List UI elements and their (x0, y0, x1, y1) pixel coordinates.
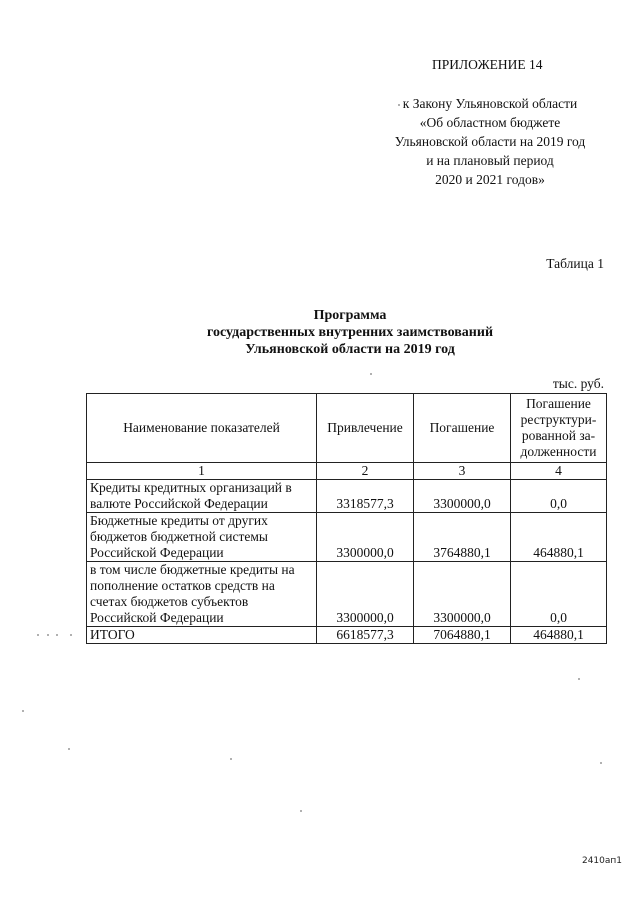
row-restructured: 0,0 (511, 562, 607, 627)
header-restructured-repayment: Погашение реструктури-рованной за-долженности (511, 394, 607, 463)
column-number: 4 (511, 463, 607, 480)
table-header-row (87, 394, 607, 463)
table-row (87, 562, 607, 627)
column-number: 2 (317, 463, 414, 480)
law-reference-line: 2020 и 2021 годов» (435, 172, 545, 187)
scan-speck (578, 678, 580, 680)
law-reference-line: «Об областном бюджете (419, 115, 561, 130)
row-repayment: 3300000,0 (414, 480, 511, 513)
row-restructured: 464880,1 (511, 513, 607, 562)
scan-speck (70, 634, 72, 636)
law-reference-line: и на плановый период (426, 153, 554, 168)
total-repayment: 7064880,1 (414, 627, 511, 644)
footer-document-code: 2410ап1 (581, 856, 622, 866)
document-heading (150, 307, 550, 358)
table-number-label: Таблица 1 (546, 256, 604, 271)
row-repayment: 3764880,1 (414, 513, 511, 562)
header-borrowing: Привлечение (317, 394, 414, 463)
row-borrowing: 3300000,0 (317, 513, 414, 562)
table-row (87, 513, 607, 562)
column-number: 1 (87, 463, 317, 480)
column-number-row (87, 463, 607, 480)
scan-speck (68, 748, 70, 750)
total-borrowing: 6618577,3 (317, 627, 414, 644)
borrowings-table (86, 393, 607, 644)
row-borrowing: 3300000,0 (317, 562, 414, 627)
column-number: 3 (414, 463, 511, 480)
scan-speck (370, 373, 372, 375)
heading-line: Программа (313, 308, 387, 323)
row-name: в том числе бюджетные кредиты на пополнение остатков средств на счетах бюджетов субъектов Российской Федерации (87, 562, 317, 627)
scan-speck (300, 810, 302, 812)
law-reference-line: к Закону Ульяновской области (402, 96, 578, 111)
row-name: Бюджетные кредиты от других бюджетов бюджетной системы Российской Федерации (87, 513, 317, 562)
scan-speck (37, 634, 39, 636)
header-repayment: Погашение (414, 394, 511, 463)
law-reference-line: Ульяновской области на 2019 год (394, 134, 586, 149)
table-row (87, 480, 607, 513)
scan-speck (398, 104, 400, 106)
heading-line: Ульяновской области на 2019 год (245, 342, 455, 357)
row-name: Кредиты кредитных организаций в валюте Российской Федерации (87, 480, 317, 513)
scan-speck (47, 634, 49, 636)
row-restructured: 0,0 (511, 480, 607, 513)
scan-speck (22, 710, 24, 712)
header-indicator-name: Наименование показателей (87, 394, 317, 463)
heading-line: государственных внутренних заимствований (206, 325, 494, 340)
total-name: ИТОГО (87, 627, 317, 644)
scan-speck (600, 762, 602, 764)
scan-speck (56, 634, 58, 636)
appendix-title: ПРИЛОЖЕНИЕ 14 (432, 57, 543, 72)
table-total-row (87, 627, 607, 644)
row-borrowing: 3318577,3 (317, 480, 414, 513)
units-label: тыс. руб. (552, 376, 604, 391)
scan-speck (230, 758, 232, 760)
law-reference (370, 94, 610, 189)
row-repayment: 3300000,0 (414, 562, 511, 627)
total-restructured: 464880,1 (511, 627, 607, 644)
